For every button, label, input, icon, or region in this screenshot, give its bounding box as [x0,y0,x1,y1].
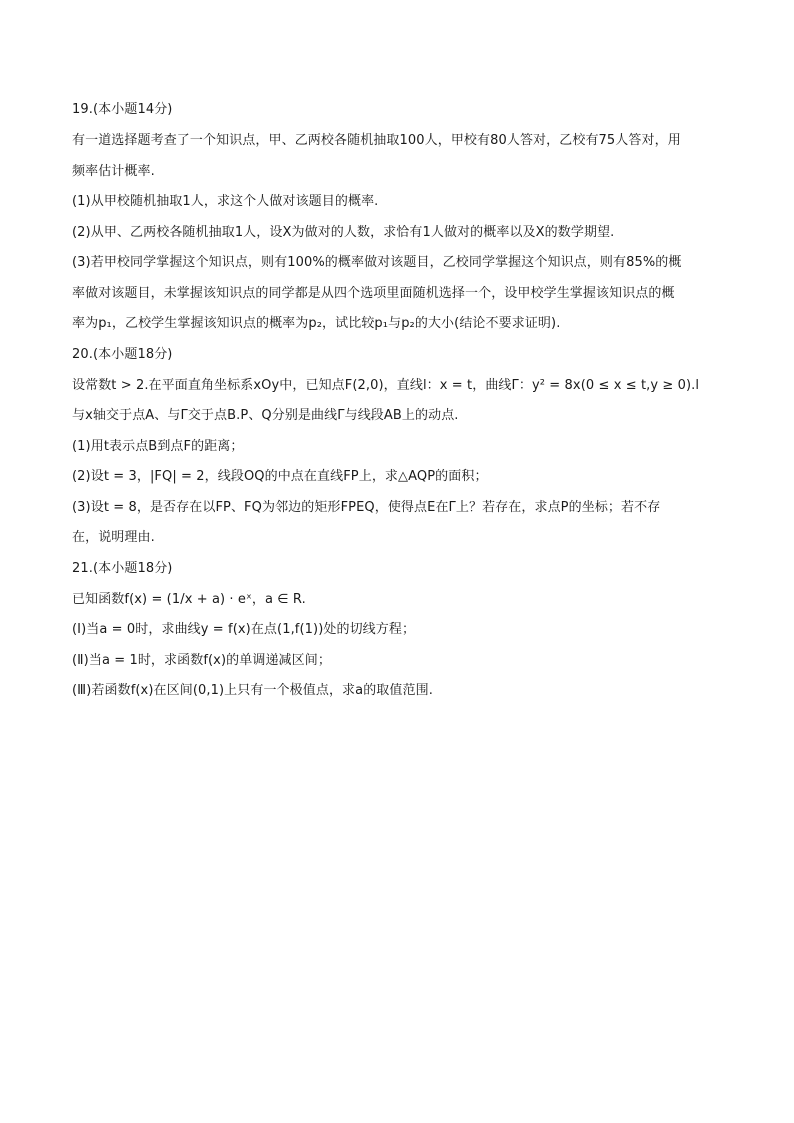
problem-21 [72,559,722,702]
problem-text-line: (2)从甲、乙两校各随机抽取1人，设X为做对的人数，求恰有1人做对的概率以及X的数学期望. [72,224,615,240]
problem-text-line: 率为p₁，乙校学生掌握该知识点的概率为p₂，试比较p₁与p₂的大小(结论不要求证明). [72,316,561,331]
problem-text-line: (Ⅱ)当a = 1时，求函数f(x)的单调递减区间； [72,652,331,668]
problem-text-line: 已知函数f(x) = (1/x + a) · eˣ，a ∈ R. [72,591,306,607]
problem-text-line: 与x轴交于点A、与Γ交于点B.P、Q分别是曲线Γ与线段AB上的动点. [72,408,459,423]
problem-text-line: 设常数t > 2.在平面直角坐标系xOy中，已知点F(2,0)，直线l：x = t，曲线Γ：y² = 8x(0 ≤ x ≤ t,y ≥ 0).l [72,377,700,393]
problem-text-line: (1)从甲校随机抽取1人，求这个人做对该题目的概率. [72,194,379,209]
problem-text-line: (3)设t = 8，是否存在以FP、FQ为邻边的矩形FPEQ，使得点E在Γ上？若存在，求点P的坐标；若不存 [72,499,661,515]
problem-heading: 20.(本小题18分) [72,346,173,362]
problem-20 [72,345,722,549]
document-content [72,100,722,712]
problem-text-line: 频率估计概率. [72,163,155,179]
problem-text-line: (2)设t = 3，|FQ| = 2，线段OQ的中点在直线FP上，求△AQP的面积； [72,469,488,484]
problem-text-line: 有一道选择题考查了一个知识点，甲、乙两校各随机抽取100人，甲校有80人答对，乙校有75人答对，用 [72,133,681,148]
problem-19 [72,100,722,334]
problem-text-line: (Ⅰ)当a = 0时，求曲线y = f(x)在点(1,f(1))处的切线方程； [72,622,416,637]
problem-heading: 21.(本小题18分) [72,560,173,576]
problem-text-line: (Ⅲ)若函数f(x)在区间(0,1)上只有一个极值点，求a的取值范围. [72,683,433,698]
problem-text-line: (1)用t表示点B到点F的距离； [72,438,244,454]
problem-text-line: (3)若甲校同学掌握这个知识点，则有100%的概率做对该题目，乙校同学掌握这个知识点，则有85%的概 [72,255,682,270]
problem-text-line: 率做对该题目，未掌握该知识点的同学都是从四个选项里面随机选择一个，设甲校学生掌握该知识点的概 [72,285,675,301]
problem-heading: 19.(本小题14分) [72,102,173,117]
problem-text-line: 在，说明理由. [72,530,155,545]
